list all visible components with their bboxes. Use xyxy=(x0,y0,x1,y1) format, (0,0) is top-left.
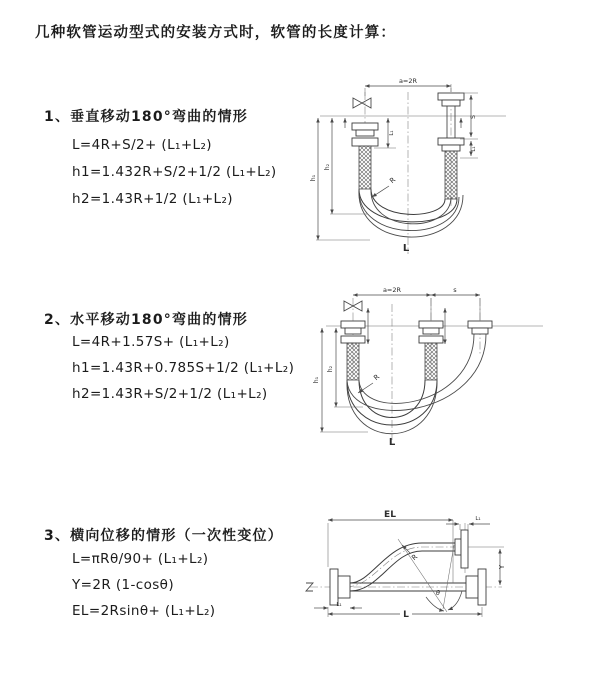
hose-body xyxy=(341,301,492,434)
dim-h2-label: h₂ xyxy=(324,163,331,171)
section-1-heading: 1、垂直移动180°弯曲的情形 xyxy=(44,109,248,125)
dim-span-label: a=2R xyxy=(398,77,418,85)
dimensions xyxy=(314,510,506,620)
s-curve-hose xyxy=(350,543,455,591)
formula-h2: h2=1.43R+1/2 (L₁+L₂) xyxy=(72,191,233,207)
dim-length-label: L xyxy=(402,243,410,254)
hose-body xyxy=(330,520,486,612)
formula-length: L=4R+1.57S+ (L₁+L₂) xyxy=(72,334,230,350)
formula-h2: h2=1.43R+S/2+1/2 (L₁+L₂) xyxy=(72,386,268,402)
dim-fitting-right-label: L₁ xyxy=(471,146,477,152)
right-braid xyxy=(445,151,457,199)
diagram-vertical-bend xyxy=(308,66,548,258)
formula-el: EL=2Rsinθ+ (L₁+L₂) xyxy=(72,603,216,619)
middle-flange xyxy=(419,321,443,343)
formula-y: Y=2R (1-cosθ) xyxy=(72,577,174,593)
formula-length: L=πRθ/90+ (L₁+L₂) xyxy=(72,551,209,567)
page-title: 几种软管运动型式的安装方式时，软管的长度计算： xyxy=(35,25,397,41)
dim-fitting-top-label: L₁ xyxy=(475,516,481,522)
middle-braid xyxy=(425,343,437,380)
left-flange xyxy=(352,123,378,146)
dim-h2-label: h₂ xyxy=(327,365,334,373)
dim-stroke-label: S xyxy=(470,115,477,119)
left-flange xyxy=(330,569,350,605)
centerlines xyxy=(320,84,506,254)
dim-fitting-left-label: L₁ xyxy=(389,130,395,136)
dimensions xyxy=(313,286,480,448)
section-3-heading: 3、横向位移的情形（一次性变位） xyxy=(44,528,283,544)
dim-length-label: L xyxy=(403,610,409,620)
left-braid xyxy=(359,146,371,189)
upper-right-flange xyxy=(455,530,468,568)
dim-el-label: EL xyxy=(384,510,396,520)
dim-h1-label: h₁ xyxy=(310,174,317,182)
dim-theta-label: θ xyxy=(436,589,440,597)
dim-y-label: Y xyxy=(498,564,506,570)
section-2-heading: 2、水平移动180°弯曲的情形 xyxy=(44,312,248,328)
formula-h1: h1=1.43R+0.785S+1/2 (L₁+L₂) xyxy=(72,360,295,376)
left-braid xyxy=(347,343,359,380)
dim-radius-label: R xyxy=(410,552,420,563)
left-flange xyxy=(341,321,365,343)
angle-construction xyxy=(398,520,462,612)
diagram-lateral-shift xyxy=(302,503,600,661)
lower-right-flange xyxy=(466,569,486,605)
dim-span-label: a=2R xyxy=(382,286,402,294)
right-flange-upper xyxy=(438,93,464,106)
dim-length-label: L xyxy=(388,437,396,448)
dim-radius-label: R xyxy=(388,175,398,186)
dim-h1-label: h₁ xyxy=(313,376,320,384)
dim-shift-label: s xyxy=(453,286,457,294)
right-flange-lower xyxy=(438,138,464,151)
diagram-horizontal-bend xyxy=(308,280,563,450)
dim-radius-label: R xyxy=(372,372,382,383)
dim-fitting-left-label: L₁ xyxy=(336,602,342,608)
valve-icon xyxy=(353,98,371,108)
formula-h1: h1=1.432R+S/2+1/2 (L₁+L₂) xyxy=(72,164,277,180)
right-flange xyxy=(468,321,492,334)
formula-length: L=4R+S/2+ (L₁+L₂) xyxy=(72,137,212,153)
u-bend-curves xyxy=(347,334,486,434)
